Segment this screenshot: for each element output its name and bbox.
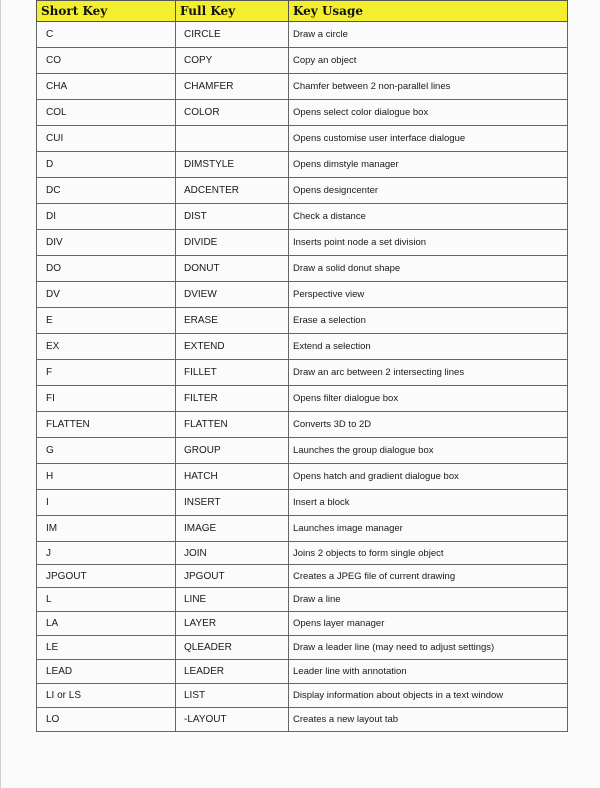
full-key-cell: DIST xyxy=(176,204,289,230)
table-row xyxy=(37,152,568,178)
table-row xyxy=(37,516,568,542)
key-usage-cell: Copy an object xyxy=(289,48,568,74)
key-usage-cell: Draw a circle xyxy=(289,22,568,48)
full-key-cell: DONUT xyxy=(176,256,289,282)
key-usage-cell: Creates a JPEG file of current drawing xyxy=(289,565,568,588)
table-row xyxy=(37,386,568,412)
short-key-cell: CHA xyxy=(37,74,176,100)
full-key-cell: FILTER xyxy=(176,386,289,412)
short-key-cell: I xyxy=(37,490,176,516)
full-key-cell: EXTEND xyxy=(176,334,289,360)
key-usage-cell: Chamfer between 2 non-parallel lines xyxy=(289,74,568,100)
key-usage-cell: Creates a new layout tab xyxy=(289,708,568,732)
full-key-cell: DVIEW xyxy=(176,282,289,308)
key-usage-cell: Display information about objects in a text window xyxy=(289,684,568,708)
full-key-cell: GROUP xyxy=(176,438,289,464)
short-key-cell: IM xyxy=(37,516,176,542)
key-usage-cell: Opens designcenter xyxy=(289,178,568,204)
table-row xyxy=(37,660,568,684)
table-row xyxy=(37,636,568,660)
full-key-cell xyxy=(176,126,289,152)
table-row xyxy=(37,565,568,588)
short-key-cell: EX xyxy=(37,334,176,360)
table-row xyxy=(37,100,568,126)
table-row xyxy=(37,464,568,490)
key-usage-cell: Insert a block xyxy=(289,490,568,516)
full-key-cell: COLOR xyxy=(176,100,289,126)
full-key-cell: ADCENTER xyxy=(176,178,289,204)
key-usage-cell: Extend a selection xyxy=(289,334,568,360)
key-usage-cell: Draw a leader line (may need to adjust settings) xyxy=(289,636,568,660)
full-key-cell: INSERT xyxy=(176,490,289,516)
table-row xyxy=(37,126,568,152)
short-key-cell: L xyxy=(37,588,176,612)
short-key-cell: FLATTEN xyxy=(37,412,176,438)
table-row xyxy=(37,204,568,230)
short-key-cell: DI xyxy=(37,204,176,230)
table-row xyxy=(37,334,568,360)
table-row xyxy=(37,542,568,565)
short-key-cell: LO xyxy=(37,708,176,732)
short-key-cell: DIV xyxy=(37,230,176,256)
table-row xyxy=(37,490,568,516)
table-row xyxy=(37,22,568,48)
key-usage-cell: Launches image manager xyxy=(289,516,568,542)
short-key-cell: CUI xyxy=(37,126,176,152)
short-key-cell: J xyxy=(37,542,176,565)
short-key-cell: LEAD xyxy=(37,660,176,684)
short-key-cell: DC xyxy=(37,178,176,204)
key-usage-cell: Opens layer manager xyxy=(289,612,568,636)
short-key-cell: C xyxy=(37,22,176,48)
full-key-cell: DIVIDE xyxy=(176,230,289,256)
short-key-cell: FI xyxy=(37,386,176,412)
short-key-cell: DV xyxy=(37,282,176,308)
table-body xyxy=(37,22,568,732)
table-header-row xyxy=(37,1,568,22)
table-row xyxy=(37,256,568,282)
table-row xyxy=(37,360,568,386)
full-key-cell: FILLET xyxy=(176,360,289,386)
key-usage-cell: Opens customise user interface dialogue xyxy=(289,126,568,152)
short-key-cell: F xyxy=(37,360,176,386)
table-row xyxy=(37,708,568,732)
table-row xyxy=(37,48,568,74)
full-key-cell: CHAMFER xyxy=(176,74,289,100)
short-key-cell: G xyxy=(37,438,176,464)
short-key-cell: CO xyxy=(37,48,176,74)
header-key-usage: Key Usage xyxy=(289,1,568,22)
full-key-cell: LINE xyxy=(176,588,289,612)
short-key-cell: LA xyxy=(37,612,176,636)
header-short-key: Short Key xyxy=(37,1,176,22)
key-usage-cell: Draw a solid donut shape xyxy=(289,256,568,282)
key-usage-cell: Draw an arc between 2 intersecting lines xyxy=(289,360,568,386)
short-key-cell: JPGOUT xyxy=(37,565,176,588)
key-usage-cell: Perspective view xyxy=(289,282,568,308)
key-usage-cell: Opens hatch and gradient dialogue box xyxy=(289,464,568,490)
key-usage-cell: Leader line with annotation xyxy=(289,660,568,684)
short-key-cell: LE xyxy=(37,636,176,660)
short-key-cell: LI or LS xyxy=(37,684,176,708)
full-key-cell: DIMSTYLE xyxy=(176,152,289,178)
key-usage-cell: Erase a selection xyxy=(289,308,568,334)
full-key-cell: IMAGE xyxy=(176,516,289,542)
table-row xyxy=(37,684,568,708)
key-usage-cell: Opens select color dialogue box xyxy=(289,100,568,126)
key-usage-cell: Converts 3D to 2D xyxy=(289,412,568,438)
key-usage-cell: Check a distance xyxy=(289,204,568,230)
table-row xyxy=(37,588,568,612)
short-key-cell: DO xyxy=(37,256,176,282)
full-key-cell: FLATTEN xyxy=(176,412,289,438)
key-usage-cell: Opens dimstyle manager xyxy=(289,152,568,178)
short-key-cell: D xyxy=(37,152,176,178)
table-row xyxy=(37,230,568,256)
table-row xyxy=(37,438,568,464)
full-key-cell: ERASE xyxy=(176,308,289,334)
shortcut-keys-table xyxy=(36,0,568,732)
key-usage-cell: Joins 2 objects to form single object xyxy=(289,542,568,565)
table-row xyxy=(37,308,568,334)
key-usage-cell: Launches the group dialogue box xyxy=(289,438,568,464)
key-usage-cell: Opens filter dialogue box xyxy=(289,386,568,412)
short-key-cell: E xyxy=(37,308,176,334)
full-key-cell: COPY xyxy=(176,48,289,74)
full-key-cell: JOIN xyxy=(176,542,289,565)
full-key-cell: -LAYOUT xyxy=(176,708,289,732)
page-edge xyxy=(0,0,1,788)
full-key-cell: CIRCLE xyxy=(176,22,289,48)
short-key-cell: COL xyxy=(37,100,176,126)
table-row xyxy=(37,412,568,438)
short-key-cell: H xyxy=(37,464,176,490)
table-row xyxy=(37,178,568,204)
full-key-cell: JPGOUT xyxy=(176,565,289,588)
full-key-cell: QLEADER xyxy=(176,636,289,660)
header-full-key: Full Key xyxy=(176,1,289,22)
table-row xyxy=(37,74,568,100)
table-row xyxy=(37,282,568,308)
full-key-cell: LIST xyxy=(176,684,289,708)
full-key-cell: HATCH xyxy=(176,464,289,490)
key-usage-cell: Inserts point node a set division xyxy=(289,230,568,256)
full-key-cell: LEADER xyxy=(176,660,289,684)
full-key-cell: LAYER xyxy=(176,612,289,636)
key-usage-cell: Draw a line xyxy=(289,588,568,612)
table-row xyxy=(37,612,568,636)
